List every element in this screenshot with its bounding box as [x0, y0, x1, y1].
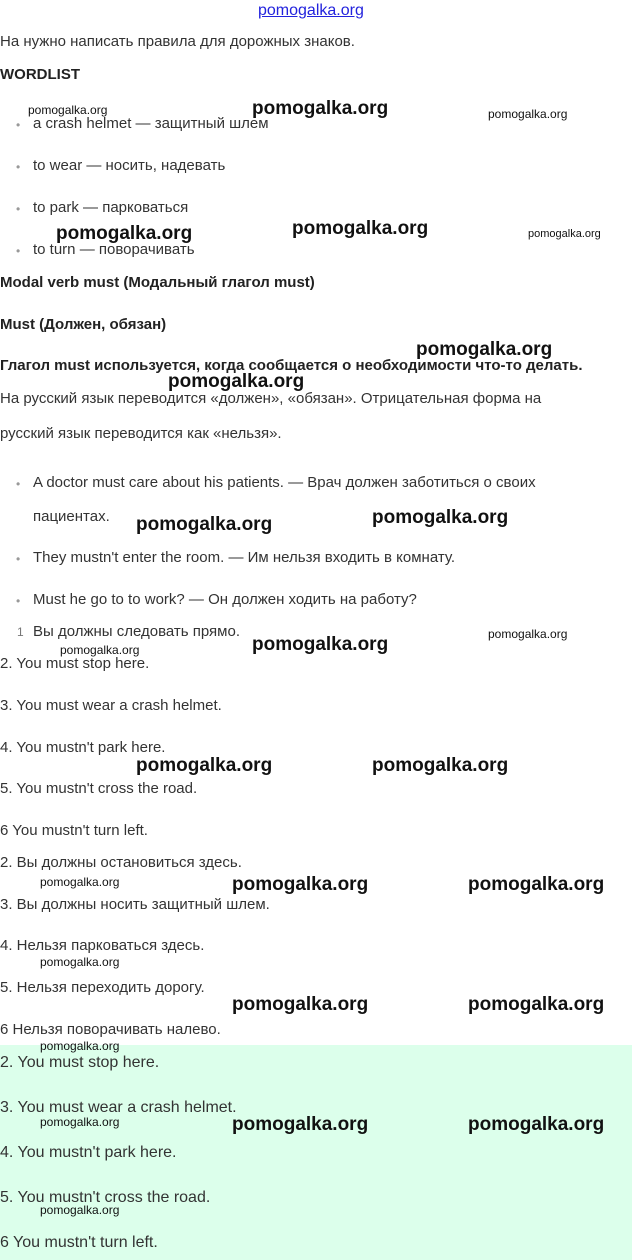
answer-en: 4. You mustn't park here. [0, 739, 166, 756]
site-link[interactable]: pomogalka.org [258, 2, 364, 19]
example-item: Must he go to to work? — Он должен ходить на работу? [33, 591, 417, 608]
bullet-icon: • [16, 118, 21, 132]
watermark: pomogalka.org [468, 1114, 605, 1135]
numbered-marker: 1 [17, 625, 24, 639]
bullet-icon: • [16, 594, 21, 608]
watermark: pomogalka.org [40, 1039, 120, 1053]
answer-ru: 5. Нельзя переходить дорогу. [0, 979, 205, 996]
watermark: pomogalka.org [292, 218, 429, 239]
watermark: pomogalka.org [40, 955, 120, 969]
intro-text: На нужно написать правила для дорожных знаков. [0, 33, 355, 50]
example-item: A doctor must care about his patients. — Врач должен заботиться о своих [33, 474, 536, 491]
wordlist-item: a crash helmet — защитный шлем [33, 115, 269, 132]
example-item: They mustn't enter the room. — Им нельзя входить в комнату. [33, 549, 456, 566]
watermark: pomogalka.org [28, 103, 108, 117]
bullet-icon: • [16, 202, 21, 216]
watermark: pomogalka.org [232, 994, 369, 1015]
answer-green: 5. You mustn't cross the road. [0, 1189, 211, 1206]
translation-line: На русский язык переводится «должен», «обязан». Отрицательная форма на [0, 390, 542, 407]
watermark: pomogalka.org [40, 1115, 120, 1129]
modal-subheading: Must (Должен, обязан) [0, 316, 167, 333]
numbered-item: Вы должны следовать прямо. [33, 623, 241, 640]
answer-green: 2. You must stop here. [0, 1054, 160, 1071]
example-item-continued: пациентах. [33, 508, 110, 525]
watermark: pomogalka.org [372, 755, 509, 776]
watermark: pomogalka.org [488, 627, 568, 641]
answer-ru: 3. Вы должны носить защитный шлем. [0, 896, 270, 913]
answer-ru: 2. Вы должны остановиться здесь. [0, 854, 242, 871]
answer-en: 3. You must wear a crash helmet. [0, 697, 222, 714]
watermark: pomogalka.org [232, 874, 369, 895]
watermark: pomogalka.org [416, 339, 553, 360]
watermark: pomogalka.org [168, 371, 305, 392]
modal-rule: Глагол must используется, когда сообщается о необходимости что-то делать. [0, 357, 583, 374]
answer-green: 6 You mustn't turn left. [0, 1234, 158, 1251]
watermark: pomogalka.org [40, 875, 120, 889]
modal-heading: Modal verb must (Модальный глагол must) [0, 274, 315, 291]
watermark: pomogalka.org [488, 107, 568, 121]
wordlist-item: to wear — носить, надевать [33, 157, 226, 174]
answer-ru: 4. Нельзя парковаться здесь. [0, 937, 205, 954]
answer-green: 3. You must wear a crash helmet. [0, 1099, 237, 1116]
bullet-icon: • [16, 552, 21, 566]
watermark: pomogalka.org [232, 1114, 369, 1135]
watermark: pomogalka.org [136, 514, 273, 535]
wordlist-item: to park — парковаться [33, 199, 189, 216]
watermark: pomogalka.org [372, 507, 509, 528]
answer-en: 5. You mustn't cross the road. [0, 780, 198, 797]
watermark: pomogalka.org [136, 755, 273, 776]
answer-en: 2. You must stop here. [0, 655, 150, 672]
translation-line: русский язык переводится как «нельзя». [0, 425, 282, 442]
bullet-icon: • [16, 160, 21, 174]
wordlist-heading: WORDLIST [0, 66, 80, 83]
bullet-icon: • [16, 244, 21, 258]
answer-ru: 6 Нельзя поворачивать налево. [0, 1021, 221, 1038]
watermark: pomogalka.org [252, 634, 389, 655]
watermark: pomogalka.org [468, 874, 605, 895]
watermark: pomogalka.org [40, 1203, 120, 1217]
watermark: pomogalka.org [56, 223, 193, 244]
answer-green: 4. You mustn't park here. [0, 1144, 177, 1161]
wordlist-item: to turn — поворачивать [33, 241, 195, 258]
answer-en: 6 You mustn't turn left. [0, 822, 148, 839]
watermark: pomogalka.org [252, 98, 389, 119]
bullet-icon: • [16, 477, 21, 491]
watermark: pomogalka.org [528, 228, 601, 240]
watermark: pomogalka.org [468, 994, 605, 1015]
watermark: pomogalka.org [60, 643, 140, 657]
